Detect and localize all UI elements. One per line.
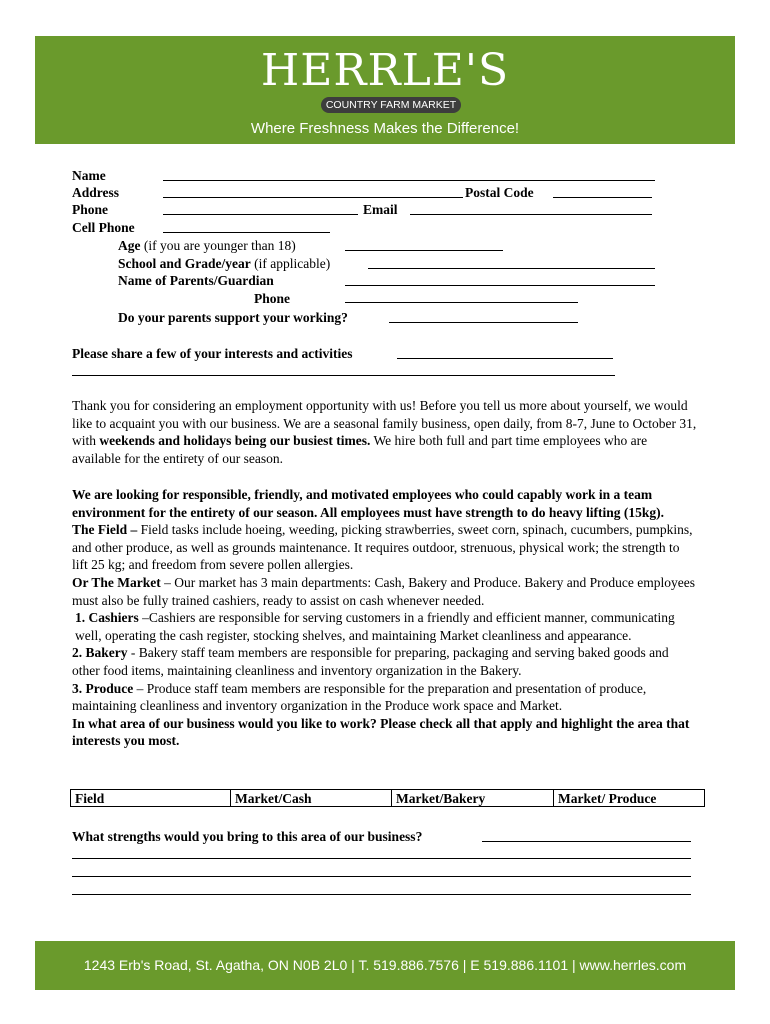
phone-label: Phone <box>72 202 109 217</box>
field-description: The Field – Field tasks include hoeing, weeding, picking strawberries, sweet corn, spinach, cucumbers, pumpkins, and other produce, as well as grounds maintenance. It requires outdoor, strenuous, physical work; the strength to lift 25 kg; and freedom from severe pollen allergies. <box>72 522 693 573</box>
school-field[interactable] <box>368 268 655 269</box>
postal-code-label: Postal Code <box>465 185 534 200</box>
email-label: Email <box>363 202 398 217</box>
parents-label: Name of Parents/Guardian <box>118 273 274 288</box>
tagline: Where Freshness Makes the Difference! <box>250 120 520 137</box>
address-label: Address <box>72 185 120 200</box>
parents-field[interactable] <box>345 285 655 286</box>
option-market-bakery[interactable]: Market/Bakery <box>392 790 554 806</box>
address-field[interactable] <box>163 197 463 198</box>
parents-support-label: Do your parents support your working? <box>118 310 348 325</box>
cell-phone-field[interactable] <box>163 232 330 233</box>
brand-subtitle: COUNTRY FARM MARKET <box>321 97 461 113</box>
parents-support-field[interactable] <box>389 322 578 323</box>
work-area-question: In what area of our business would you like to work? Please check all that apply and highlight the area that interests you most. <box>72 715 690 749</box>
market-description: Or The Market – Our market has 3 main departments: Cash, Bakery and Produce. Bakery and Produce employees must also be fully trained cashiers, ready to assist on cash whenever needed. <box>72 574 695 608</box>
cashiers-description: 1. Cashiers –Cashiers are responsible for serving customers in a friendly and efficient manner, communicating well, operating the cash register, stocking shelves, and maintaining Market cleanliness and appearance. <box>75 610 675 643</box>
name-field[interactable] <box>163 180 655 181</box>
interests-label: Please share a few of your interests and activities <box>72 346 353 361</box>
footer-contact-bar: 1243 Erb's Road, St. Agatha, ON N0B 2L0 | T. 519.886.7576 | E 519.886.1101 | www.herrles.com <box>35 941 735 990</box>
job-descriptions <box>72 486 697 750</box>
name-label: Name <box>72 168 106 183</box>
phone-field[interactable] <box>163 214 358 215</box>
looking-for-statement: We are looking for responsible, friendly, and motivated employees who could capably work in a team environment for the entirety of our season. All employees must have strength to do heavy lifting (15kg). <box>72 487 664 520</box>
strengths-field[interactable] <box>482 841 691 842</box>
age-field[interactable] <box>345 250 503 251</box>
brand-logo: HERRLE'S <box>260 45 510 96</box>
age-label: Age (if you are younger than 18) <box>118 238 296 253</box>
interests-field-line-2[interactable] <box>72 375 615 376</box>
interests-field[interactable] <box>397 358 613 359</box>
option-market-produce[interactable]: Market/ Produce <box>558 791 657 806</box>
school-label: School and Grade/year (if applicable) <box>118 256 331 271</box>
bakery-description: 2. Bakery - Bakery staff team members are responsible for preparing, packaging and serving baked goods and other food items, maintaining cleanliness and inventory organization in the Bakery. <box>72 645 669 678</box>
produce-description: 3. Produce – Produce staff team members are responsible for the preparation and presentation of produce, maintaining cleanliness and inventory organization in the Produce work space and Market. <box>72 680 647 714</box>
option-field[interactable]: Field <box>71 790 231 806</box>
option-market-cash[interactable]: Market/Cash <box>231 790 392 806</box>
work-area-table <box>70 789 705 807</box>
postal-code-field[interactable] <box>553 197 652 198</box>
parents-phone-label: Phone <box>254 291 291 306</box>
strengths-label: What strengths would you bring to this area of our business? <box>72 829 423 844</box>
parents-phone-field[interactable] <box>345 302 578 303</box>
letterhead-banner <box>35 36 735 144</box>
cell-phone-label: Cell Phone <box>72 220 135 235</box>
email-field[interactable] <box>410 214 652 215</box>
intro-paragraph: Thank you for considering an employment opportunity with us! Before you tell us more about yourself, we would like to acquaint you with our business. We are a seasonal family business, open daily, from 8-7, June to October 31, with weekends and holidays being our busiest times. We hire both full and part time employees who are available for the entirety of our season. <box>72 398 697 466</box>
strengths-field-line-3[interactable] <box>72 876 691 877</box>
strengths-field-line-4[interactable] <box>72 894 691 895</box>
strengths-field-line-2[interactable] <box>72 858 691 859</box>
